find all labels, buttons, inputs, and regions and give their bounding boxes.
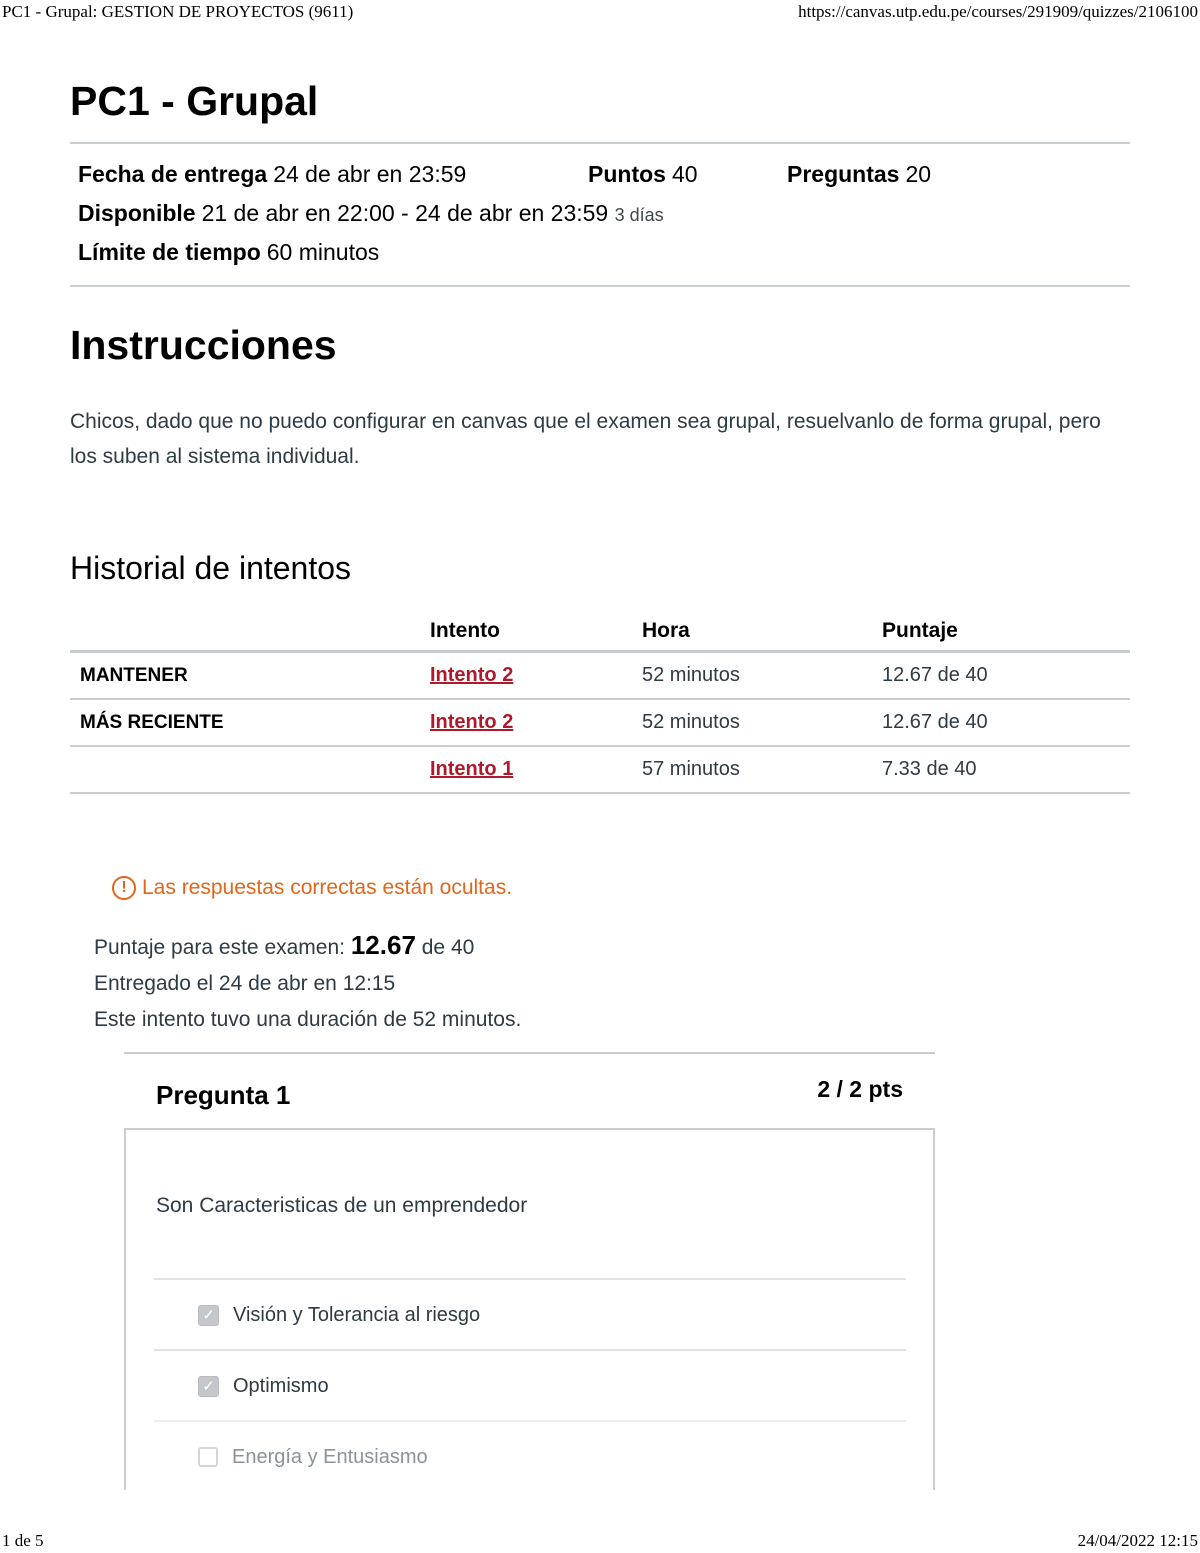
attempt-score: 7.33 de 40 xyxy=(882,746,1130,793)
table-row xyxy=(70,699,1130,746)
warning-circle-icon: ! xyxy=(112,876,136,900)
hidden-answers-notice xyxy=(112,876,512,900)
question-header xyxy=(124,1052,935,1130)
column-header-score: Puntaje xyxy=(882,612,1130,652)
answer-label: Visión y Tolerancia al riesgo xyxy=(233,1303,481,1326)
attempt-history-table xyxy=(70,612,1130,794)
print-datetime: 24/04/2022 12:15 xyxy=(1077,1531,1198,1550)
answer-label: Energía y Entusiasmo xyxy=(232,1445,428,1468)
available-value: 21 de abr en 22:00 - 24 de abr en 23:59 xyxy=(201,200,609,226)
answer-option xyxy=(154,1420,906,1492)
score-prefix: Puntaje para este examen: xyxy=(94,936,351,959)
attempt-time: 52 minutos xyxy=(642,699,882,746)
print-footer xyxy=(0,1531,1200,1553)
attempt-time: 57 minutos xyxy=(642,746,882,793)
question-body xyxy=(124,1128,935,1490)
checkbox-checked-icon: ✓ xyxy=(198,1376,219,1397)
column-header-attempt: Intento xyxy=(430,612,642,652)
due-value: 24 de abr en 23:59 xyxy=(273,161,467,187)
table-header-row xyxy=(70,612,1130,652)
column-header-label xyxy=(70,612,430,652)
history-title: Historial de intentos xyxy=(70,550,352,586)
questions-value: 20 xyxy=(905,161,932,187)
question-points: 2 / 2 pts xyxy=(817,1076,903,1102)
duration-info: Este intento tuvo una duración de 52 minutos. xyxy=(94,1008,522,1031)
attempt-link[interactable]: Intento 2 xyxy=(430,711,514,733)
points-label: Puntos xyxy=(588,161,666,187)
print-page-title: PC1 - Grupal: GESTION DE PROYECTOS (9611) xyxy=(2,2,354,21)
attempt-score: 12.67 de 40 xyxy=(882,699,1130,746)
attempt-row-label: MÁS RECIENTE xyxy=(70,699,430,746)
points-meta xyxy=(588,161,698,188)
print-page-number: 1 de 5 xyxy=(2,1531,44,1550)
checkbox-unchecked-icon xyxy=(198,1447,218,1467)
submitted-info: Entregado el 24 de abr en 12:15 xyxy=(94,972,396,995)
answer-label: Optimismo xyxy=(233,1374,329,1397)
question-text: Son Caracteristicas de un emprendedor xyxy=(156,1194,528,1217)
page-title: PC1 - Grupal xyxy=(70,78,319,124)
quiz-meta-row-1 xyxy=(78,161,466,188)
attempt-time: 52 minutos xyxy=(642,652,882,700)
table-row xyxy=(70,746,1130,793)
attempt-row-label xyxy=(70,746,430,793)
quiz-meta-row-2 xyxy=(78,200,664,227)
time-limit-label: Límite de tiempo xyxy=(78,239,261,265)
score-summary xyxy=(94,930,474,961)
available-days: 3 días xyxy=(614,205,664,225)
score-value: 12.67 xyxy=(350,930,416,960)
questions-meta xyxy=(787,161,931,188)
instructions-title: Instrucciones xyxy=(70,322,337,368)
instructions-text: Chicos, dado que no puedo configurar en canvas que el examen sea grupal, resuelvanlo de forma grupal, pero los suben al sistema individual. xyxy=(70,410,1101,468)
column-header-time: Hora xyxy=(642,612,882,652)
question-title: Pregunta 1 xyxy=(156,1080,291,1110)
question-card xyxy=(124,1052,935,1468)
notice-text: Las respuestas correctas están ocultas. xyxy=(142,876,513,899)
score-suffix: de 40 xyxy=(415,936,475,959)
time-limit-value: 60 minutos xyxy=(266,239,380,265)
answer-option xyxy=(154,1278,906,1350)
attempt-link[interactable]: Intento 2 xyxy=(430,664,514,686)
table-row xyxy=(70,652,1130,700)
quiz-meta-row-3 xyxy=(78,239,379,266)
answer-option xyxy=(154,1349,906,1421)
meta-divider xyxy=(70,285,1130,287)
available-label: Disponible xyxy=(78,200,196,226)
checkbox-checked-icon: ✓ xyxy=(198,1305,219,1326)
print-header xyxy=(0,2,1200,26)
print-page-url: https://canvas.utp.edu.pe/courses/291909/quizzes/2106100 xyxy=(798,2,1198,21)
attempt-link[interactable]: Intento 1 xyxy=(430,758,514,780)
attempt-row-label: MANTENER xyxy=(70,652,430,700)
questions-label: Preguntas xyxy=(787,161,900,187)
due-label: Fecha de entrega xyxy=(78,161,268,187)
attempt-score: 12.67 de 40 xyxy=(882,652,1130,700)
header-divider xyxy=(70,142,1130,144)
points-value: 40 xyxy=(671,161,698,187)
